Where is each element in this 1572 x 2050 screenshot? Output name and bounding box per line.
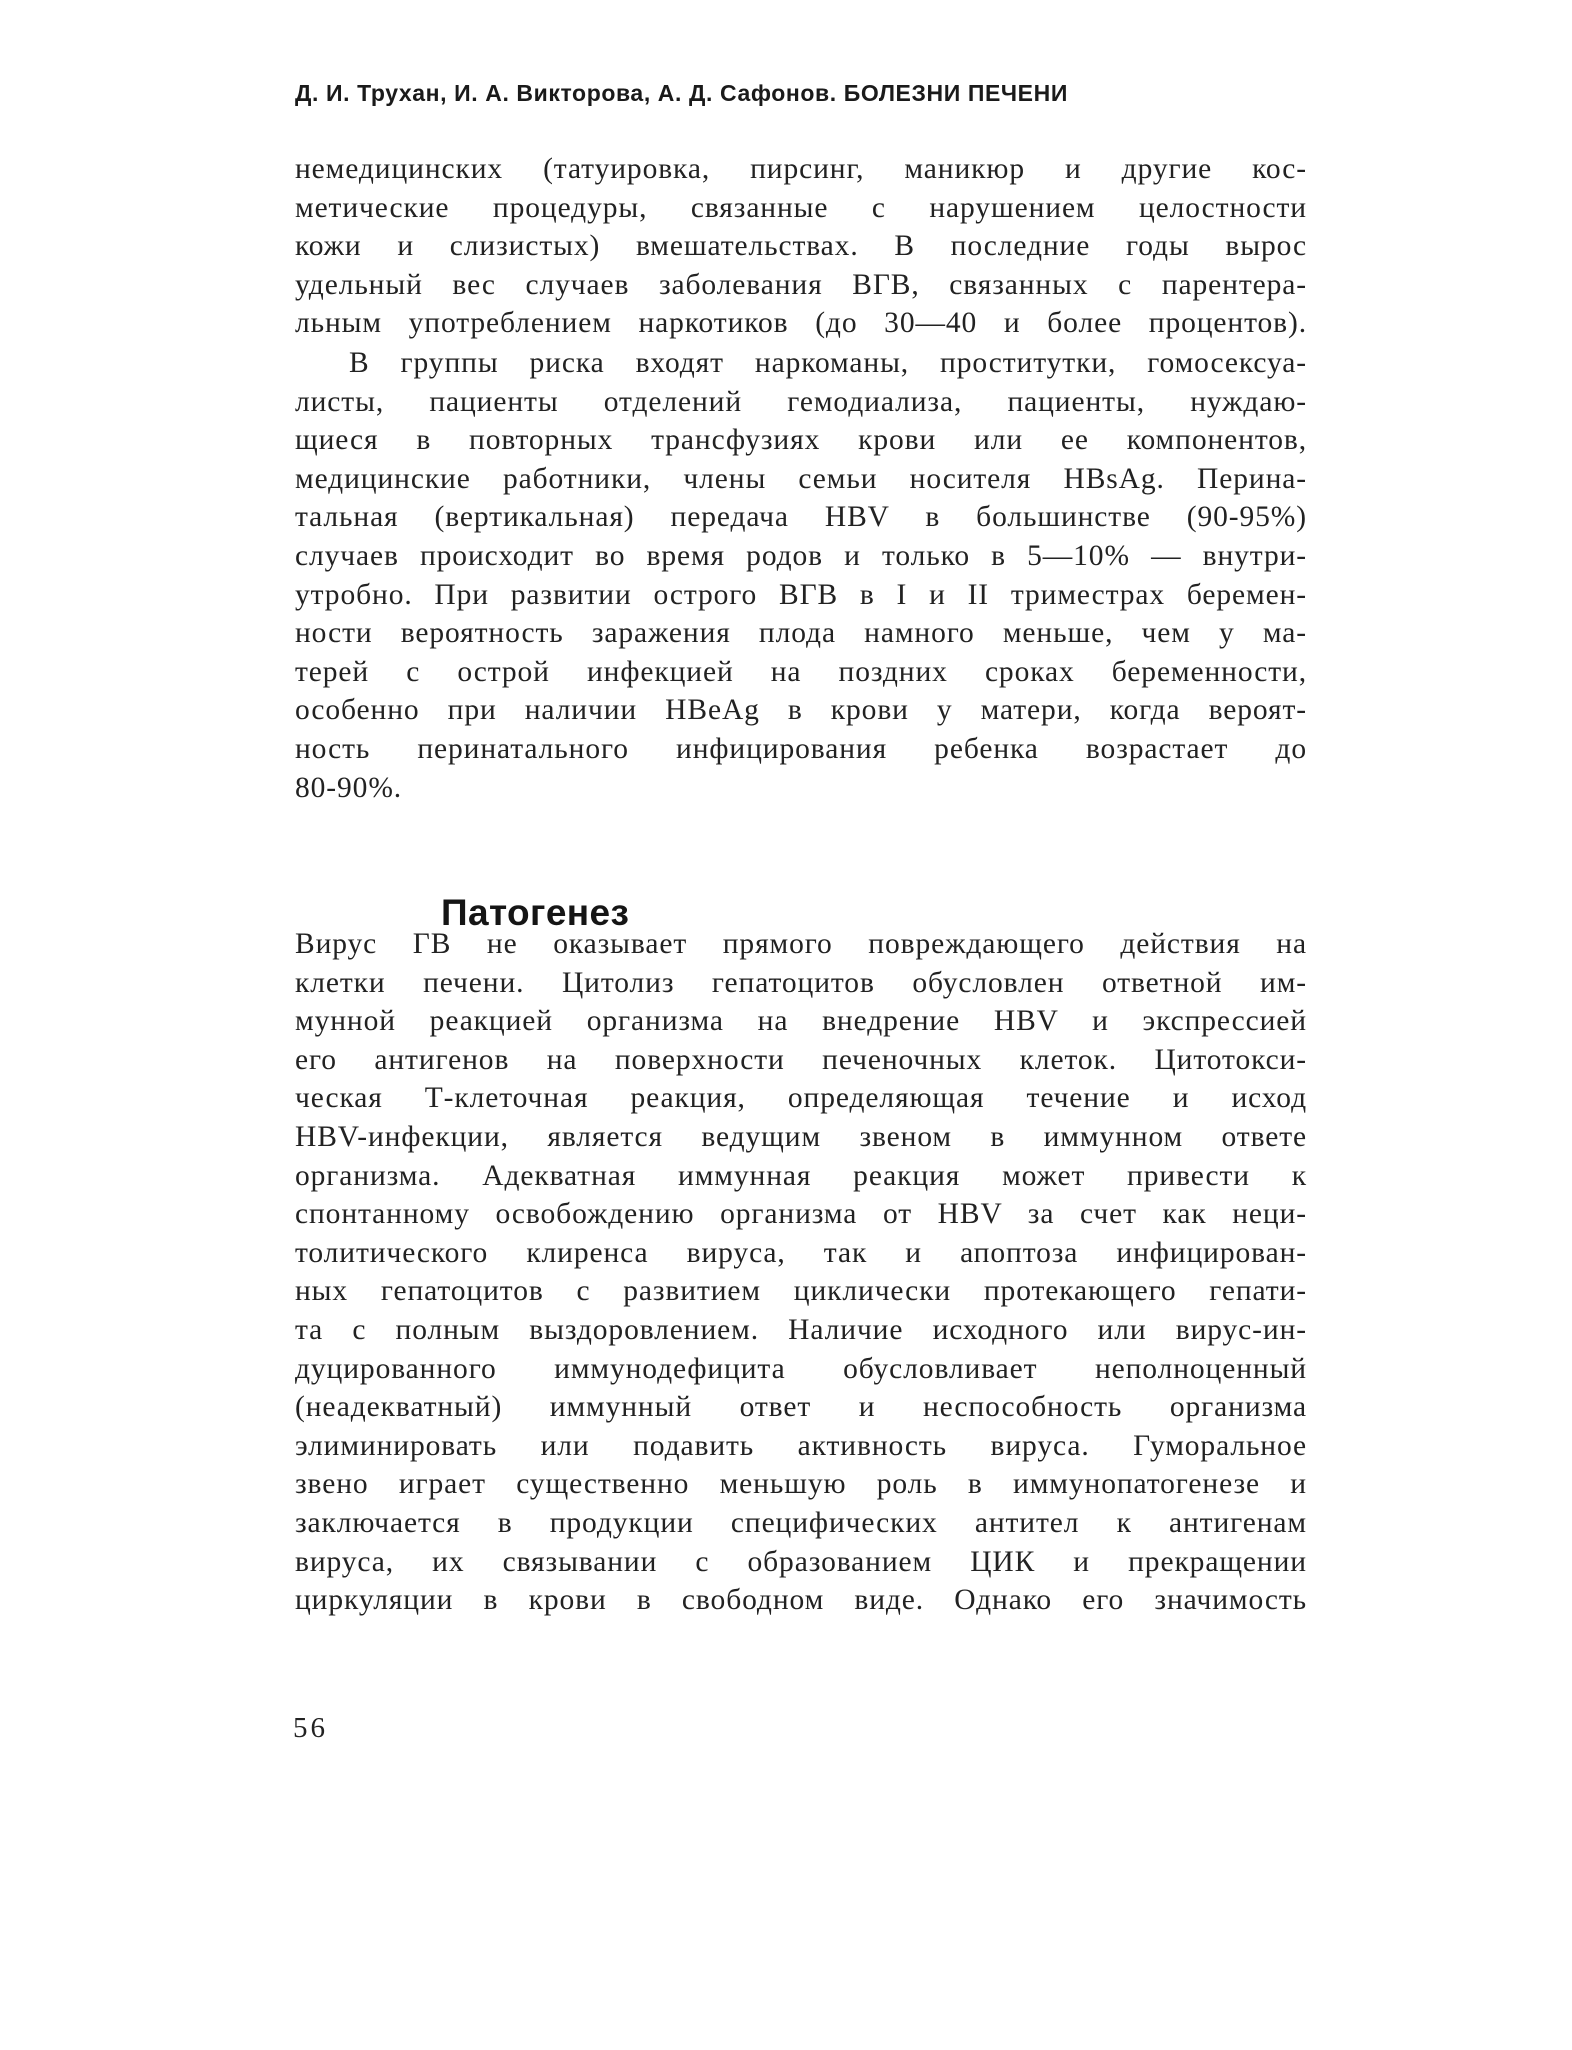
text-line: метические процедуры, связанные с нарушением целостности [295,191,1307,224]
text-line: терей с острой инфекцией на поздних сроках беременности, [295,655,1307,688]
text-line: циркуляции в крови в свободном виде. Однако его значимость [295,1584,1307,1617]
text-line: ных гепатоцитов с развитием циклически протекающего гепати- [295,1275,1307,1308]
text-line: особенно при наличии HBeAg в крови у матери, когда вероят- [295,694,1307,727]
text-line: заключается в продукции специфических антител к антигенам [295,1506,1307,1539]
text-line: звено играет существенно меньшую роль в иммунопатогенезе и [295,1468,1307,1501]
text-line: утробно. При развитии острого ВГВ в I и II триместрах беремен- [295,578,1307,611]
text-line: толитического клиренса вируса, так и апоптоза инфицирован- [295,1236,1307,1269]
text-line: ность перинатального инфицирования ребенка возрастает до [295,732,1307,765]
text-line: листы, пациенты отделений гемодиализа, пациенты, нуждаю- [295,385,1307,418]
text-line: медицинские работники, члены семьи носителя HBsAg. Перина- [295,462,1307,495]
text-line: вируса, их связывании с образованием ЦИК и прекращении [295,1545,1307,1578]
text-line: ности вероятность заражения плода намного меньше, чем у ма- [295,617,1307,650]
paragraph [295,344,1307,807]
section-heading: Патогенез [441,891,630,933]
text-line: В группы риска входят наркоманы, проститутки, гомосексуа- [349,347,1307,379]
text-line: немедицинских (татуировка, пирсинг, маникюр и другие кос- [295,153,1307,185]
text-line: удельный вес случаев заболевания ВГВ, связанных с парентера- [295,268,1307,301]
text-line: та с полным выздоровлением. Наличие исходного или вирус-ин- [295,1313,1307,1346]
text-line: спонтанному освобождению организма от HBV за счет как неци- [295,1198,1307,1231]
text-line: организма. Адекватная иммунная реакция может привести к [295,1159,1307,1192]
text-line: дуцированного иммунодефицита обусловливает неполноценный [295,1352,1307,1385]
text-line: HBV-инфекции, является ведущим звеном в иммунном ответе [295,1120,1307,1153]
paragraph [295,150,1307,343]
text-line: Вирус ГВ не оказывает прямого повреждающего действия на [295,928,1307,960]
text-line: 80-90%. [295,771,403,804]
text-line: ческая Т-клеточная реакция, определяющая течение и исход [295,1082,1307,1115]
paragraph-risk-transmission [295,150,1307,343]
text-line: щиеся в повторных трансфузиях крови или ее компонентов, [295,424,1307,457]
running-head: Д. И. Трухан, И. А. Викторова, А. Д. Сафонов. БОЛЕЗНИ ПЕЧЕНИ [295,80,1068,106]
text-line: (неадекватный) иммунный ответ и неспособность организма [295,1391,1307,1424]
paragraph-risk-groups [295,344,1307,807]
paragraph-pathogenesis [295,925,1307,1620]
text-line: его антигенов на поверхности печеночных клеток. Цитотокси- [295,1043,1307,1076]
text-line: кожи и слизистых) вмешательствах. В последние годы вырос [295,230,1307,263]
text-line: клетки печени. Цитолиз гепатоцитов обусловлен ответной им- [295,966,1307,999]
text-line: тальная (вертикальная) передача HBV в большинстве (90-95%) [295,501,1307,534]
text-line: мунной реакцией организма на внедрение HBV и экспрессией [295,1005,1307,1038]
page-number: 56 [293,1712,328,1744]
paragraph [295,925,1307,1620]
text-line: случаев происходит во время родов и только в 5—10% — внутри- [295,539,1307,572]
text-line: элиминировать или подавить активность вируса. Гуморальное [295,1429,1307,1462]
text-line: льным употреблением наркотиков (до 30—40 и более процентов). [295,307,1307,340]
